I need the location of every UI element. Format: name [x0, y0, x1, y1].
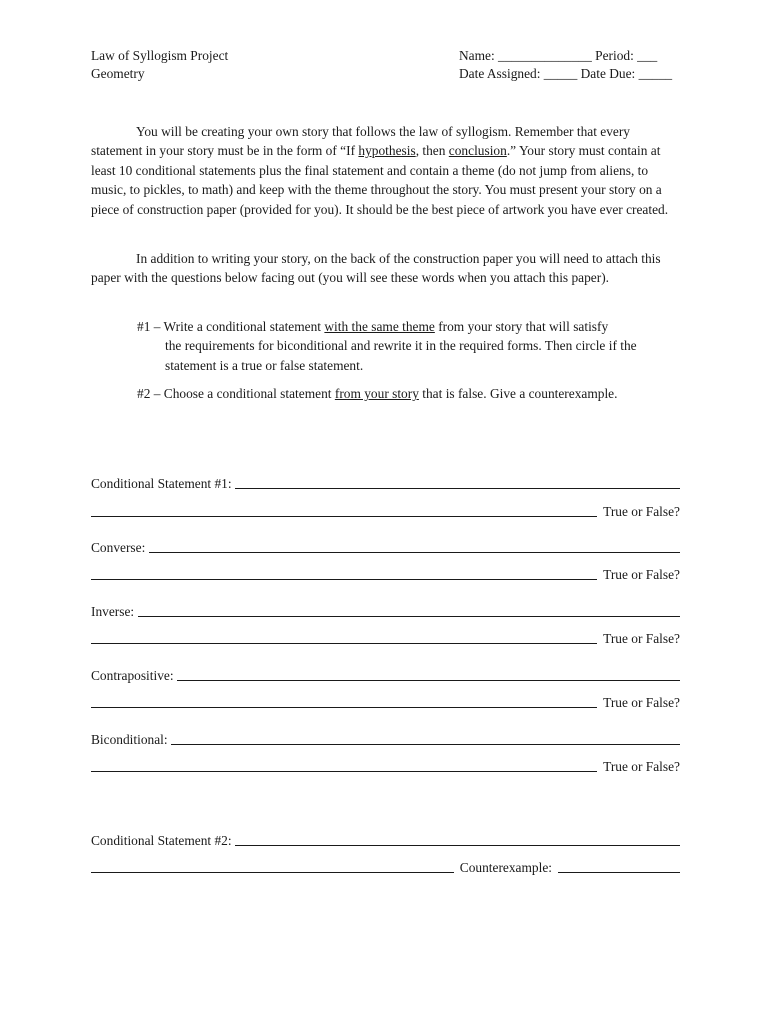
biconditional-row-2[interactable]	[91, 757, 680, 775]
converse-row-2[interactable]	[91, 565, 680, 583]
hypothesis-word: hypothesis	[358, 143, 416, 159]
header-right	[459, 47, 672, 83]
biconditional-line-2[interactable]	[91, 771, 597, 772]
conditional-1-line-2[interactable]	[91, 516, 597, 517]
converse-line-2[interactable]	[91, 579, 597, 580]
conditional-2-line-2[interactable]	[91, 872, 454, 873]
conditional-1-row[interactable]	[91, 474, 680, 492]
conditional-2-row[interactable]	[91, 831, 680, 849]
intro-paragraph-2: In addition to writing your story, on the back of the construction paper you will need to attach this paper with the questions below facing out (you will see these words when you attach this paper).	[91, 251, 661, 286]
converse-row[interactable]	[91, 538, 680, 556]
instruction-2: #2 – Choose a conditional statement from your story that is false. Give a counterexample.	[137, 386, 618, 401]
contrapositive-row-2[interactable]	[91, 693, 680, 711]
inverse-line-2[interactable]	[91, 643, 597, 644]
true-false-5: True or False?	[603, 759, 680, 774]
true-false-4: True or False?	[603, 695, 680, 710]
contrapositive-line-2[interactable]	[91, 707, 597, 708]
inverse-line[interactable]	[138, 616, 681, 617]
intro-paragraph-1: You will be creating your own story that follows the law of syllogism. Remember that every statement in your story must be in the form of “If hypothesis, then conclusion.” Your story must contain at least 10 conditional statements plus the final statement and contain a theme (do not jump from aliens, to music, to pickles, to math) and keep with the theme throughout the story. You must present your story on a piece of construction paper (provided for you). It should be the best piece of artwork you have ever created.	[91, 124, 669, 217]
biconditional-label: Biconditional:	[91, 732, 168, 747]
conditional-2-row-2[interactable]	[91, 858, 680, 876]
biconditional-line[interactable]	[171, 744, 680, 745]
date-line: Date Assigned: _____ Date Due: _____	[459, 66, 673, 81]
inverse-label: Inverse:	[91, 604, 135, 619]
converse-line[interactable]	[149, 552, 680, 553]
true-false-3: True or False?	[603, 631, 680, 646]
conditional-2-line[interactable]	[235, 845, 680, 846]
contrapositive-line[interactable]	[177, 680, 680, 681]
conclusion-word: conclusion	[448, 143, 507, 159]
converse-label: Converse:	[91, 540, 146, 555]
inverse-row[interactable]	[91, 602, 680, 620]
true-false-1: True or False?	[603, 504, 680, 519]
inverse-row-2[interactable]	[91, 629, 680, 647]
contrapositive-label: Contrapositive:	[91, 668, 174, 683]
header-left	[91, 47, 228, 83]
contrapositive-row[interactable]	[91, 666, 680, 684]
conditional-1-label: Conditional Statement #1:	[91, 476, 232, 491]
conditional-2-label: Conditional Statement #2:	[91, 833, 232, 848]
instruction-1: #1 – Write a conditional statement with the same theme from your story that will satisfy the requirements for biconditional and rewrite it in the required forms. Then circle if the statement is a true or false statement.	[137, 319, 637, 373]
true-false-2: True or False?	[603, 567, 680, 582]
counterexample-line[interactable]	[558, 872, 680, 873]
counterexample-label: Counterexample:	[459, 860, 552, 875]
conditional-1-line[interactable]	[235, 488, 680, 489]
conditional-1-row-2[interactable]	[91, 502, 680, 520]
project-title: Law of Syllogism Project	[91, 48, 229, 63]
biconditional-row[interactable]	[91, 730, 680, 748]
course-name: Geometry	[91, 66, 145, 81]
name-period-line: Name: ______________ Period: ___	[459, 48, 658, 63]
